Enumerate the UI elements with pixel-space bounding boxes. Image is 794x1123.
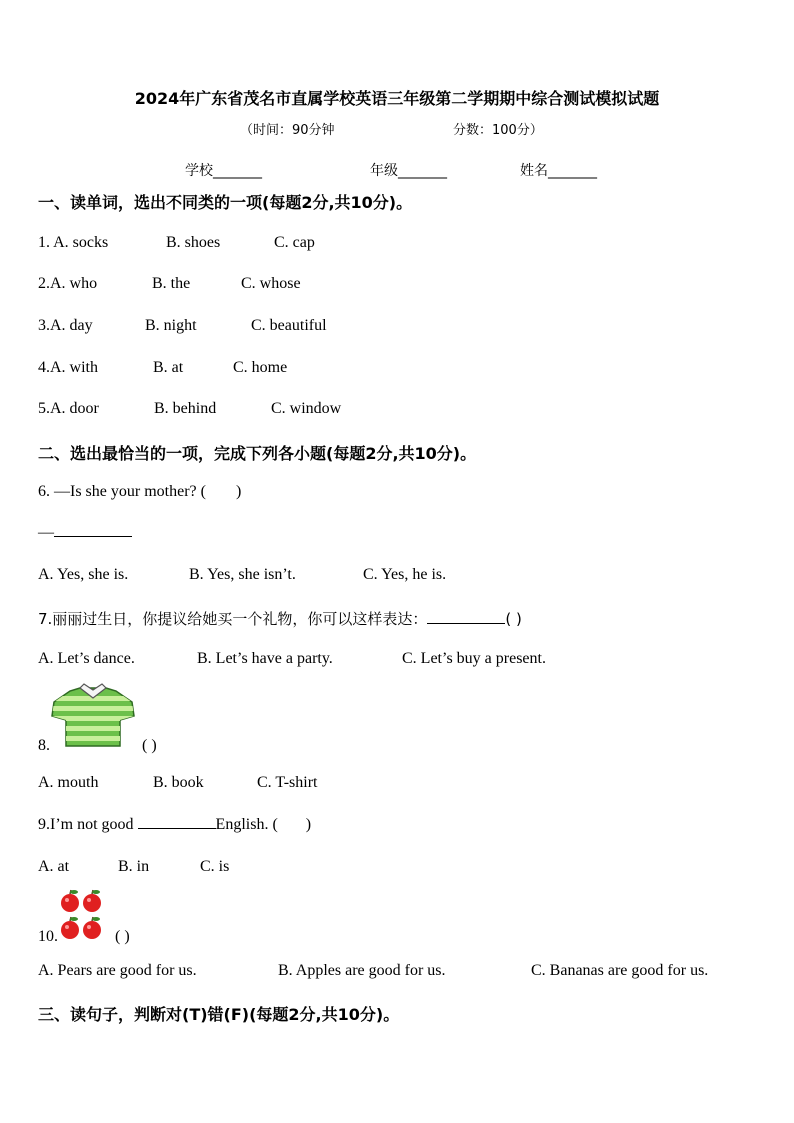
q7-stem-text: 7.丽丽过生日，你提议给她买一个礼物，你可以这样表达：: [38, 610, 428, 628]
q3-option-c: C. beautiful: [251, 317, 327, 334]
q9-stem-after: English. (: [215, 816, 278, 833]
q7-answer-blank[interactable]: [427, 623, 505, 624]
q2-option-c: C. whose: [241, 275, 301, 292]
q6-answer-blank[interactable]: [54, 536, 132, 537]
q6-stem: [38, 483, 241, 501]
q2-option-a: 2.A. who: [38, 275, 98, 292]
section2-heading: 二、选出最恰当的一项，完成下列各小题(每题2分,共10分)。: [38, 444, 477, 463]
q9-answer-blank[interactable]: [138, 828, 216, 829]
q4-option-a: 4.A. with: [38, 359, 98, 376]
q9-option-a: A. at: [38, 858, 70, 875]
q5-option-b: B. behind: [154, 400, 217, 417]
q7-option-c: C. Let’s buy a present.: [402, 650, 546, 667]
exam-score: 分数：100分）: [453, 123, 543, 138]
q6-stem-close: ): [235, 483, 242, 500]
apple-icon: [61, 890, 79, 912]
q4-option-b: B. at: [153, 359, 184, 376]
q7-option-a: A. Let’s dance.: [38, 650, 135, 667]
q6-reply-dash: —: [38, 524, 54, 541]
q1-option-b: B. shoes: [166, 234, 221, 251]
section1-heading: 一、读单词，选出不同类的一项(每题2分,共10分)。: [38, 193, 413, 212]
q9-stem-close: ): [305, 816, 312, 833]
apple-icon: [83, 890, 101, 912]
q8-option-b: B. book: [153, 774, 204, 791]
q7-stem: [38, 608, 522, 629]
q9-option-c: C. is: [200, 858, 230, 875]
q10-option-c: C. Bananas are good for us.: [531, 962, 709, 979]
q8-paren: ( ): [142, 737, 157, 754]
q6-reply: [38, 524, 132, 542]
q10-option-a: A. Pears are good for us.: [38, 962, 197, 979]
q10-number: 10.: [38, 928, 58, 945]
q5-option-a: 5.A. door: [38, 400, 99, 417]
q1-option-c: C. cap: [274, 234, 315, 251]
q6-option-b: B. Yes, she isn’t.: [189, 566, 296, 583]
q7-option-b: B. Let’s have a party.: [197, 650, 333, 667]
name-field: 姓名_______: [520, 163, 597, 179]
q6-option-c: C. Yes, he is.: [363, 566, 447, 583]
q7-paren: ( ): [505, 610, 522, 628]
q2-option-b: B. the: [152, 275, 191, 292]
exam-title: 2024年广东省茂名市直属学校英语三年级第二学期期中综合测试模拟试题: [134, 89, 660, 108]
section3-heading: 三、读句子，判断对(T)错(F)(每题2分,共10分)。: [38, 1005, 400, 1024]
apples-picture: [58, 888, 106, 942]
apple-icon: [61, 917, 79, 939]
tshirt-picture: [50, 682, 136, 752]
q4-option-c: C. home: [233, 359, 288, 376]
q9-option-b: B. in: [118, 858, 150, 875]
q9-stem: [38, 816, 311, 834]
q10-option-b: B. Apples are good for us.: [278, 962, 446, 979]
q6-stem-text: 6. —Is she your mother? (: [38, 483, 206, 500]
exam-time: （时间：90分钟: [240, 123, 335, 138]
grade-field: 年级_______: [370, 163, 447, 179]
q8-option-a: A. mouth: [38, 774, 99, 791]
q8-number: 8.: [38, 737, 50, 754]
q8-option-c: C. T-shirt: [257, 774, 318, 791]
q6-option-a: A. Yes, she is.: [38, 566, 129, 583]
q10-paren: ( ): [115, 928, 130, 945]
q3-option-b: B. night: [145, 317, 197, 334]
q9-stem-text: 9.I’m not good: [38, 816, 138, 833]
q1-option-a: 1. A. socks: [38, 234, 109, 251]
q5-option-c: C. window: [271, 400, 342, 417]
school-field: 学校_______: [185, 163, 262, 179]
apple-icon: [83, 917, 101, 939]
q3-option-a: 3.A. day: [38, 317, 93, 334]
